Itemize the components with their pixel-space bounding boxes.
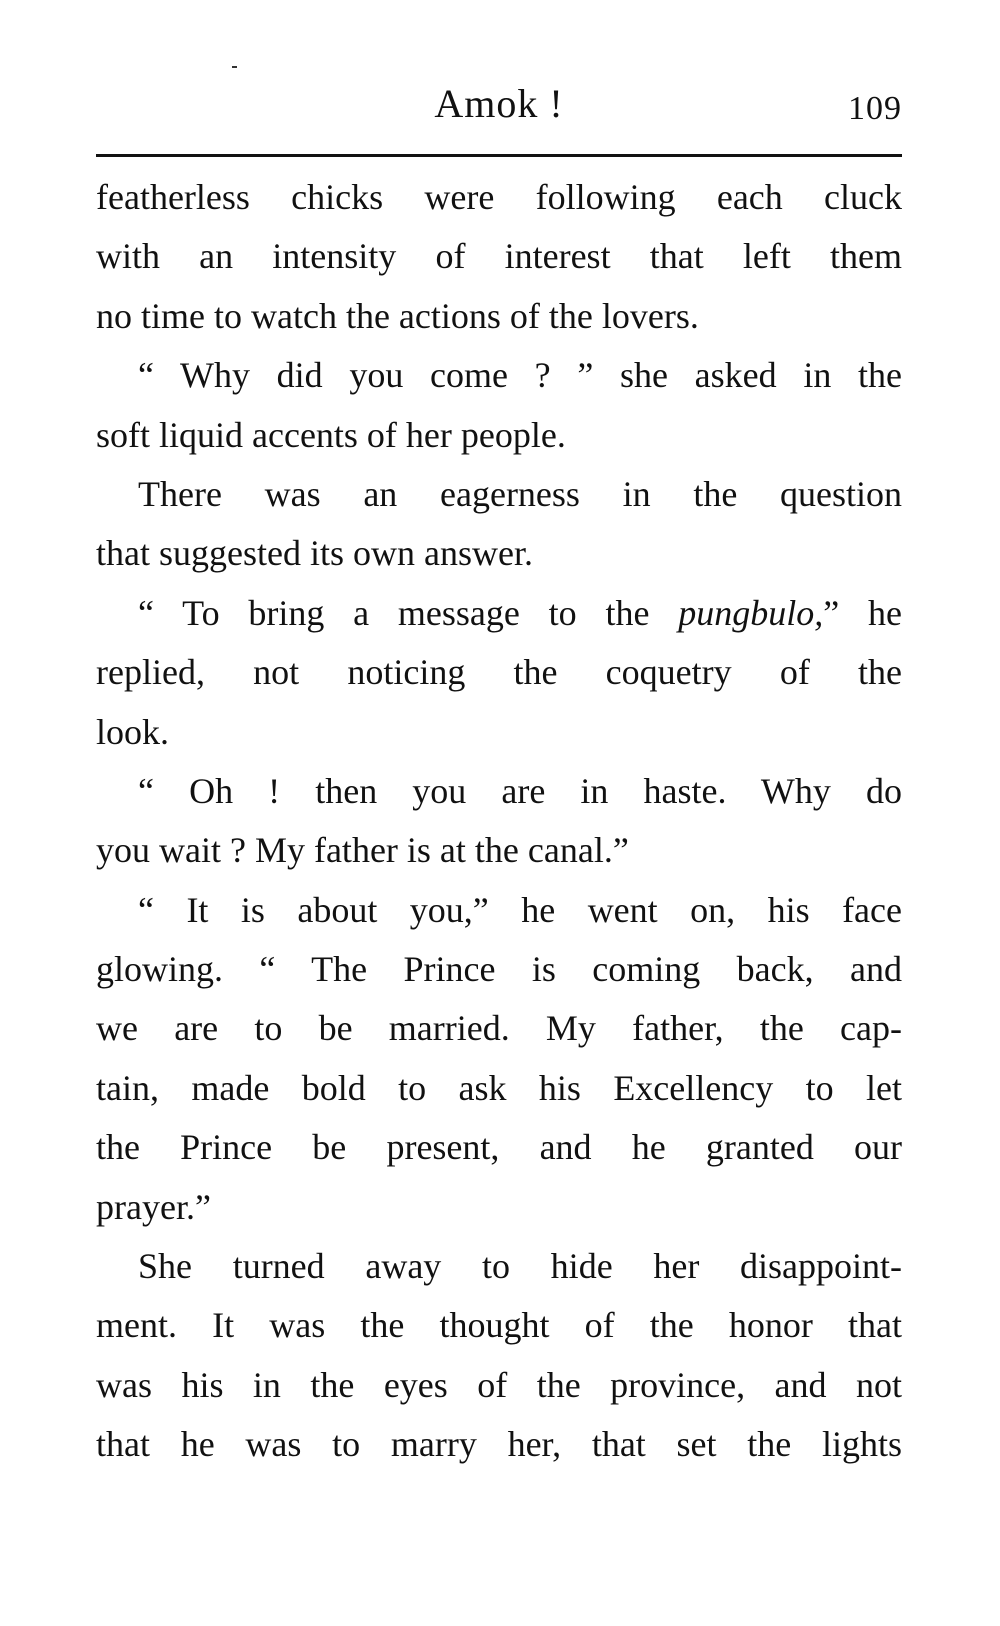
text-line: prayer.” (96, 1186, 211, 1227)
text-line: was his in the eyes of the province, and not (96, 1364, 902, 1405)
text-line: the Prince be present, and he granted our (96, 1127, 902, 1168)
text-line: ment. It was the thought of the honor that (96, 1305, 902, 1346)
text-line (96, 584, 902, 643)
text-segment: “ To bring a message to the (138, 592, 679, 633)
text-line: “ Oh ! then you are in haste. Why do (138, 770, 902, 811)
page-header (96, 80, 902, 140)
text-line: replied, not noticing the coquetry of the (96, 652, 902, 693)
text-line: tain, made bold to ask his Excellency to let (96, 1067, 902, 1108)
text-line: soft liquid accents of her people. (96, 414, 566, 455)
text-segment: ” he (823, 592, 902, 633)
body-text (96, 168, 902, 1475)
text-line: we are to be married. My father, the cap- (96, 1008, 902, 1049)
text-line: you wait ? My father is at the canal.” (96, 830, 629, 871)
text-line: look. (96, 711, 170, 752)
italic-word: pungbulo, (678, 592, 824, 633)
ink-speck (232, 66, 237, 68)
running-title: Amok ! (434, 81, 564, 126)
text-line: “ Why did you come ? ” she asked in the (138, 355, 902, 396)
text-line: glowing. “ The Prince is coming back, and (96, 949, 902, 990)
page-number: 109 (848, 90, 902, 127)
text-line: There was an eagerness in the question (138, 473, 902, 514)
header-rule (96, 154, 902, 157)
text-line: “ It is about you,” he went on, his face (138, 889, 902, 930)
text-line: that suggested its own answer. (96, 533, 533, 574)
text-line: with an intensity of interest that left them (96, 236, 902, 277)
text-line: She turned away to hide her disappoint- (138, 1246, 902, 1287)
text-line: that he was to marry her, that set the lights (96, 1424, 902, 1465)
text-line: no time to watch the actions of the lovers. (96, 295, 699, 336)
text-line: featherless chicks were following each cluck (96, 177, 902, 217)
